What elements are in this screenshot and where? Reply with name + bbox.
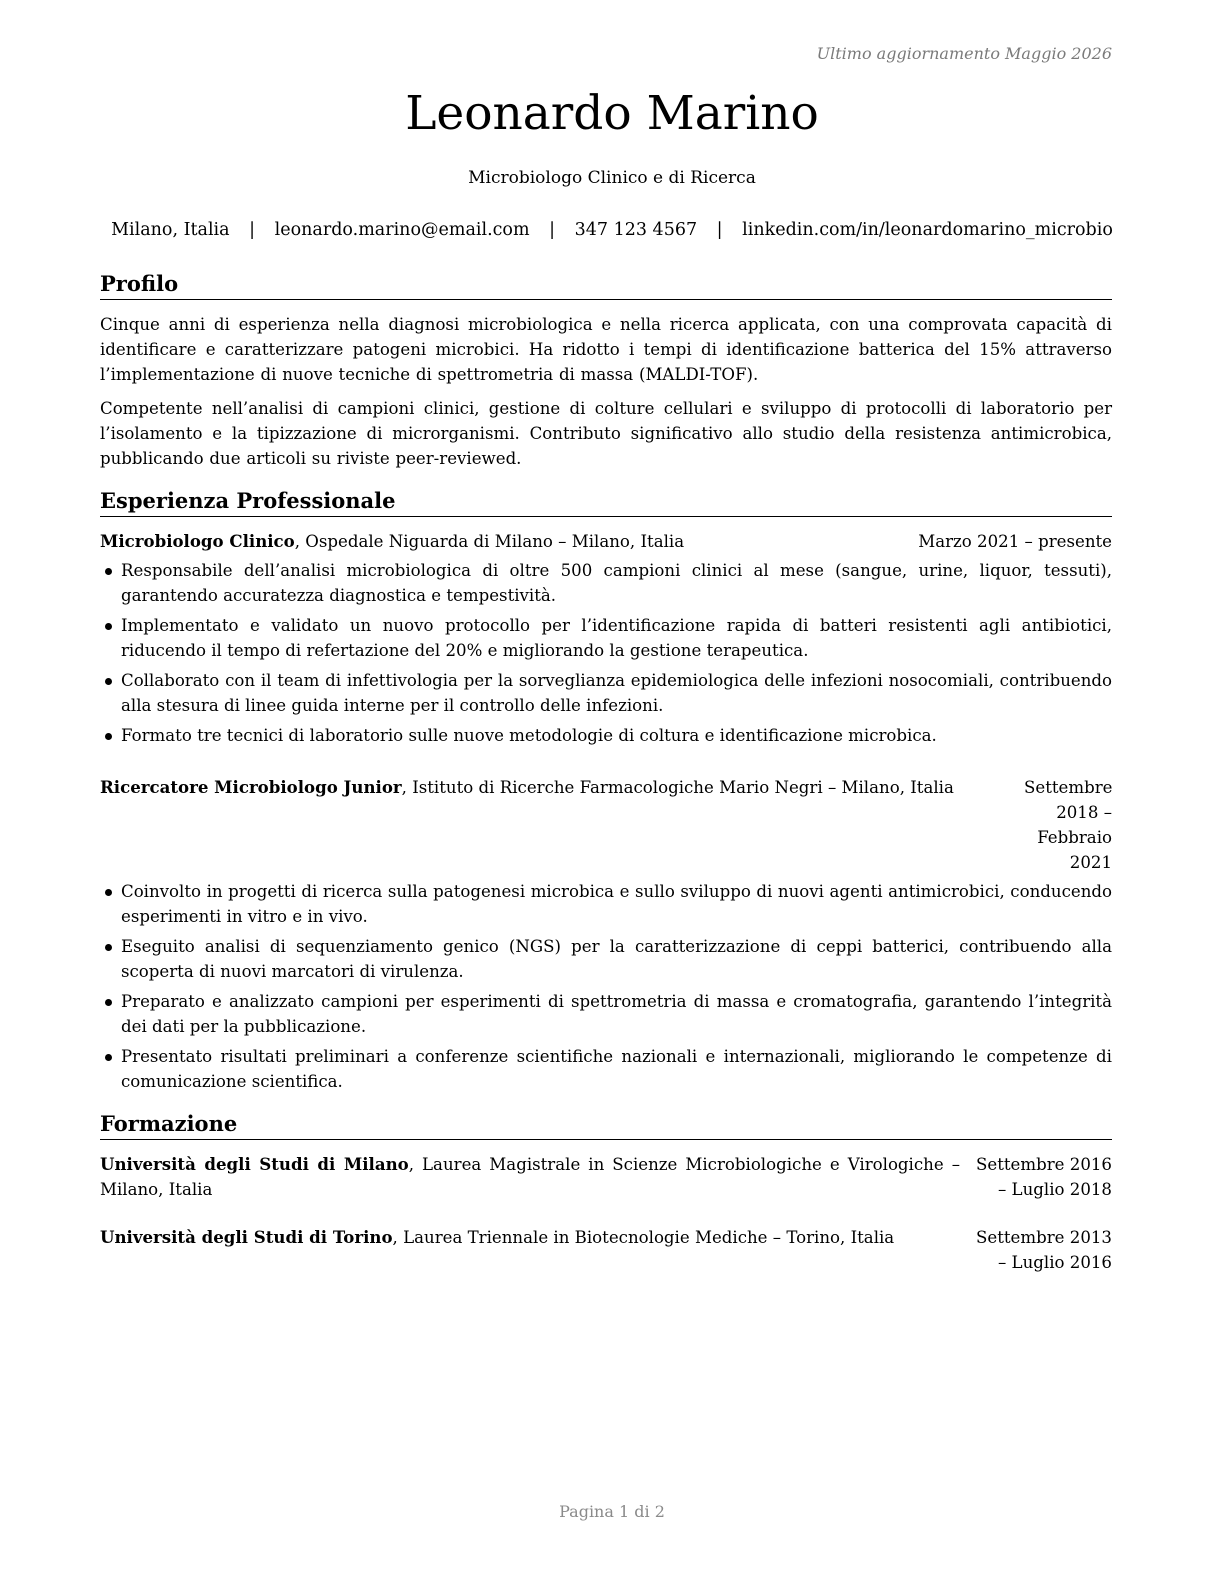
page-number: Pagina 1 di 2 bbox=[559, 1502, 665, 1521]
contact-phone: 347 123 4567 bbox=[574, 220, 698, 240]
job-dates: Settembre 2018 – Febbraio 2021 bbox=[1024, 778, 1113, 872]
contact-email[interactable]: leonardo.marino@email.com bbox=[274, 220, 530, 240]
job-title-line bbox=[100, 529, 908, 554]
job-entry bbox=[100, 775, 1112, 1094]
job-header bbox=[100, 775, 1112, 875]
section-title-education: Formazione bbox=[100, 1110, 1112, 1140]
education-section bbox=[100, 1110, 1112, 1275]
profile-paragraph: Cinque anni di esperienza nella diagnosi microbiologica e nella ricerca applicata, con una comprovata capacità di identificare e caratterizzare patogeni microbici. Ha ridotto i tempi di identificazione batterica del 15% attraverso l’implementazione di nuove tecniche di spettrometria di massa (MALDI-TOF). bbox=[100, 315, 1112, 384]
job-title: Microbiologo Clinico e di Ricerca bbox=[468, 168, 756, 188]
job-dates: Marzo 2021 – presente bbox=[918, 532, 1112, 551]
job-bullets bbox=[100, 558, 1112, 748]
education-dates: Settembre 2016 – Luglio 2018 bbox=[976, 1155, 1112, 1199]
contact-separator: | bbox=[249, 220, 256, 240]
candidate-name: Leonardo Marino bbox=[405, 86, 819, 141]
last-updated: Ultimo aggiornamento Maggio 2026 bbox=[816, 44, 1112, 63]
education-detail: , Laurea Triennale in Biotecnologie Mediche – Torino, Italia bbox=[392, 1228, 895, 1247]
bullet-item: Presentato risultati preliminari a conferenze scientifiche nazionali e internazionali, migliorando le competenze di comunicazione scientifica. bbox=[100, 1044, 1112, 1094]
job-bullets bbox=[100, 879, 1112, 1094]
education-school: Università degli Studi di Torino bbox=[100, 1227, 393, 1247]
bullet-item: Formato tre tecnici di laboratorio sulle nuove metodologie di coltura e identificazione microbica. bbox=[100, 723, 1112, 748]
job-role: Microbiologo Clinico bbox=[100, 531, 295, 551]
resume-body bbox=[100, 270, 1112, 1275]
job-org: , Ospedale Niguarda di Milano – Milano, Italia bbox=[294, 532, 685, 551]
bullet-item: Responsabile dell’analisi microbiologica di oltre 500 campioni clinici al mese (sangue, urine, liquor, tessuti), garantendo accuratezza diagnostica e tempestività. bbox=[100, 558, 1112, 608]
contact-location: Milano, Italia bbox=[111, 220, 230, 240]
profile-paragraph: Competente nell’analisi di campioni clinici, gestione di colture cellulari e sviluppo di protocolli di laboratorio per l’isolamento e la tipizzazione di microrganismi. Contributo significativo allo studio della resistenza antimicrobica, pubblicando due articoli su riviste peer-reviewed. bbox=[100, 399, 1112, 468]
job-header bbox=[100, 529, 1112, 554]
education-detail: , Laurea Magistrale in Scienze Microbiologiche e Virologiche – Milano, Italia bbox=[100, 1155, 960, 1199]
education-school: Università degli Studi di Milano bbox=[100, 1154, 409, 1174]
bullet-item: Preparato e analizzato campioni per esperimenti di spettrometria di massa e cromatografia, garantendo l’integrità dei dati per la pubblicazione. bbox=[100, 989, 1112, 1039]
section-title-experience: Esperienza Professionale bbox=[100, 487, 1112, 517]
education-dates: Settembre 2013 – Luglio 2016 bbox=[976, 1228, 1112, 1272]
bullet-item: Eseguito analisi di sequenziamento genico (NGS) per la caratterizzazione di ceppi batterici, contribuendo alla scoperta di nuovi marcatori di virulenza. bbox=[100, 934, 1112, 984]
profile-section bbox=[100, 270, 1112, 471]
job-title-line bbox=[100, 775, 1014, 800]
contact-line bbox=[0, 220, 1224, 240]
education-entry bbox=[100, 1152, 1112, 1202]
contact-linkedin[interactable]: linkedin.com/in/leonardomarino_microbio bbox=[742, 220, 1113, 240]
section-title-profile: Profilo bbox=[100, 270, 1112, 300]
job-role: Ricercatore Microbiologo Junior bbox=[100, 777, 402, 797]
experience-section bbox=[100, 487, 1112, 1094]
bullet-item: Coinvolto in progetti di ricerca sulla patogenesi microbica e sullo sviluppo di nuovi agenti antimicrobici, conducendo esperimenti in vitro e in vivo. bbox=[100, 879, 1112, 929]
bullet-item: Collaborato con il team di infettivologia per la sorveglianza epidemiologica delle infezioni nosocomiali, contribuendo alla stesura di linee guida interne per il controllo delle infezioni. bbox=[100, 668, 1112, 718]
education-description bbox=[100, 1152, 960, 1202]
education-entry bbox=[100, 1225, 1112, 1275]
bullet-item: Implementato e validato un nuovo protocollo per l’identificazione rapida di batteri resistenti agli antibiotici, riducendo il tempo di refertazione del 20% e migliorando la gestione terapeutica. bbox=[100, 613, 1112, 663]
education-description bbox=[100, 1225, 960, 1275]
contact-separator: | bbox=[549, 220, 556, 240]
job-entry bbox=[100, 529, 1112, 748]
contact-separator: | bbox=[716, 220, 723, 240]
job-org: , Istituto di Ricerche Farmacologiche Mario Negri – Milano, Italia bbox=[401, 778, 954, 797]
